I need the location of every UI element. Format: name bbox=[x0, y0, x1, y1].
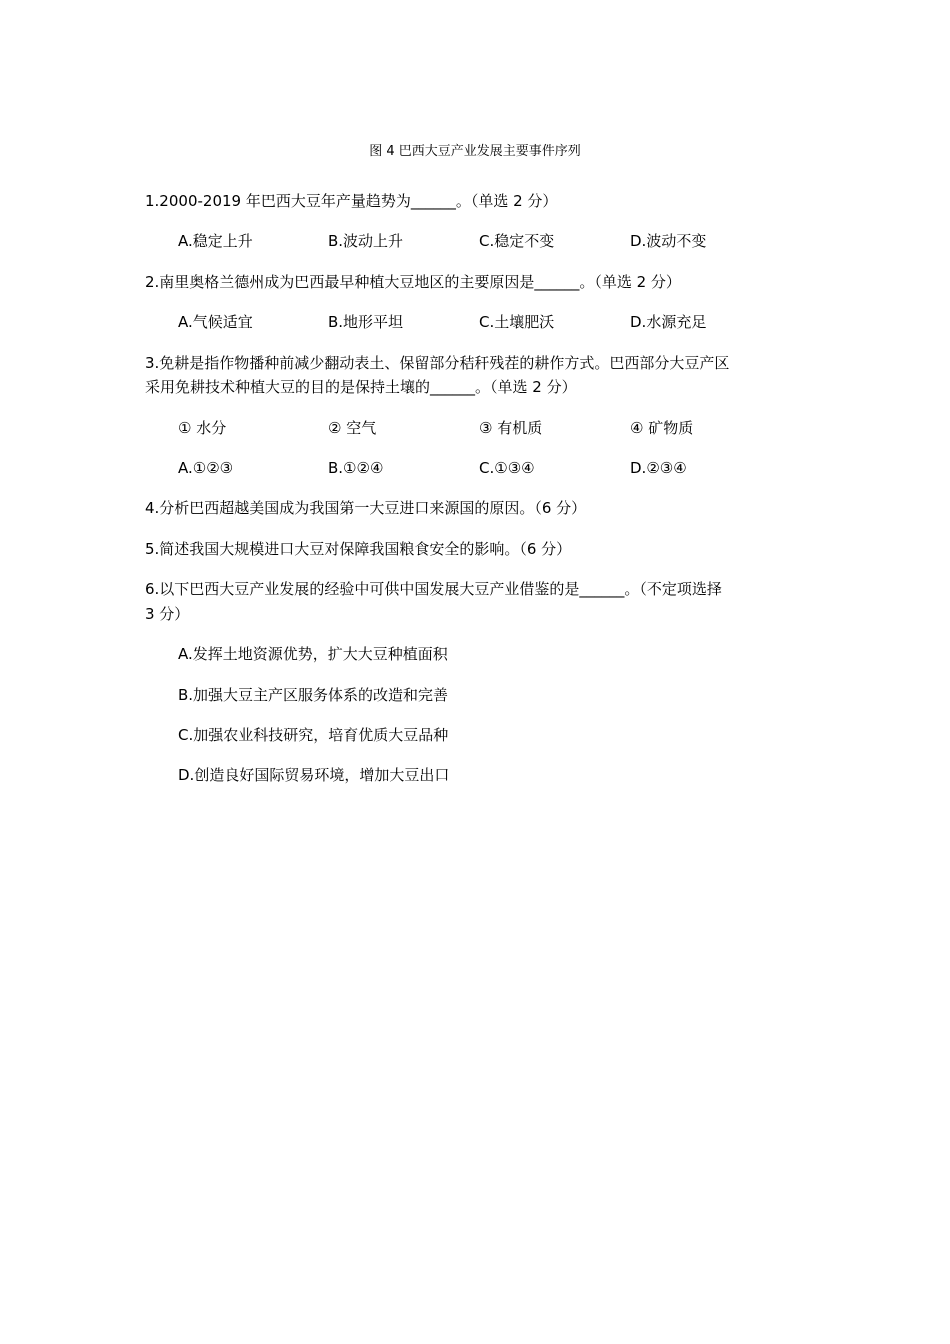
q3-item-1: ① 水分 bbox=[178, 419, 227, 437]
q2-option-b: B.地形平坦 bbox=[328, 313, 404, 331]
q3-item-3: ③ 有机质 bbox=[479, 419, 543, 437]
question-2-stem: 2.南里奥格兰德州成为巴西最早种植大豆地区的主要原因是______。（单选 2 分） bbox=[145, 273, 681, 291]
q6-option-c: C.加强农业科技研究，培育优质大豆品种 bbox=[178, 726, 449, 744]
question-3-stem-line-1: 3.免耕是指作物播种前减少翻动表土、保留部分秸秆残茬的耕作方式。巴西部分大豆产区 bbox=[145, 354, 730, 372]
q1-option-d: D.波动不变 bbox=[630, 232, 707, 250]
q6-option-b: B.加强大豆主产区服务体系的改造和完善 bbox=[178, 686, 449, 704]
question-6-stem-line-2: 3 分） bbox=[145, 605, 190, 623]
q2-option-c: C.土壤肥沃 bbox=[479, 313, 555, 331]
figure-caption: 图 4 巴西大豆产业发展主要事件序列 bbox=[369, 144, 581, 159]
q3-option-b: B.①②④ bbox=[328, 459, 384, 477]
q1-option-a: A.稳定上升 bbox=[178, 232, 253, 250]
question-3-stem-line-2: 采用免耕技术种植大豆的目的是保持土壤的______。（单选 2 分） bbox=[145, 378, 577, 396]
q6-option-d: D.创造良好国际贸易环境，增加大豆出口 bbox=[178, 766, 450, 784]
q3-item-2: ② 空气 bbox=[328, 419, 377, 437]
question-6-stem-line-1: 6.以下巴西大豆产业发展的经验中可供中国发展大豆产业借鉴的是______。（不定项选择 bbox=[145, 580, 722, 598]
q3-option-d: D.②③④ bbox=[630, 459, 687, 477]
q2-option-a: A.气候适宜 bbox=[178, 313, 253, 331]
q1-option-b: B.波动上升 bbox=[328, 232, 404, 250]
q3-option-c: C.①③④ bbox=[479, 459, 535, 477]
question-1-stem: 1.2000-2019 年巴西大豆年产量趋势为______。（单选 2 分） bbox=[145, 192, 558, 210]
question-5-stem: 5.简述我国大规模进口大豆对保障我国粮食安全的影响。（6 分） bbox=[145, 540, 572, 558]
question-4-stem: 4.分析巴西超越美国成为我国第一大豆进口来源国的原因。（6 分） bbox=[145, 499, 587, 517]
q3-item-4: ④ 矿物质 bbox=[630, 419, 694, 437]
q1-option-c: C.稳定不变 bbox=[479, 232, 555, 250]
q6-option-a: A.发挥土地资源优势，扩大大豆种植面积 bbox=[178, 645, 448, 663]
q2-option-d: D.水源充足 bbox=[630, 313, 707, 331]
q3-option-a: A.①②③ bbox=[178, 459, 234, 477]
